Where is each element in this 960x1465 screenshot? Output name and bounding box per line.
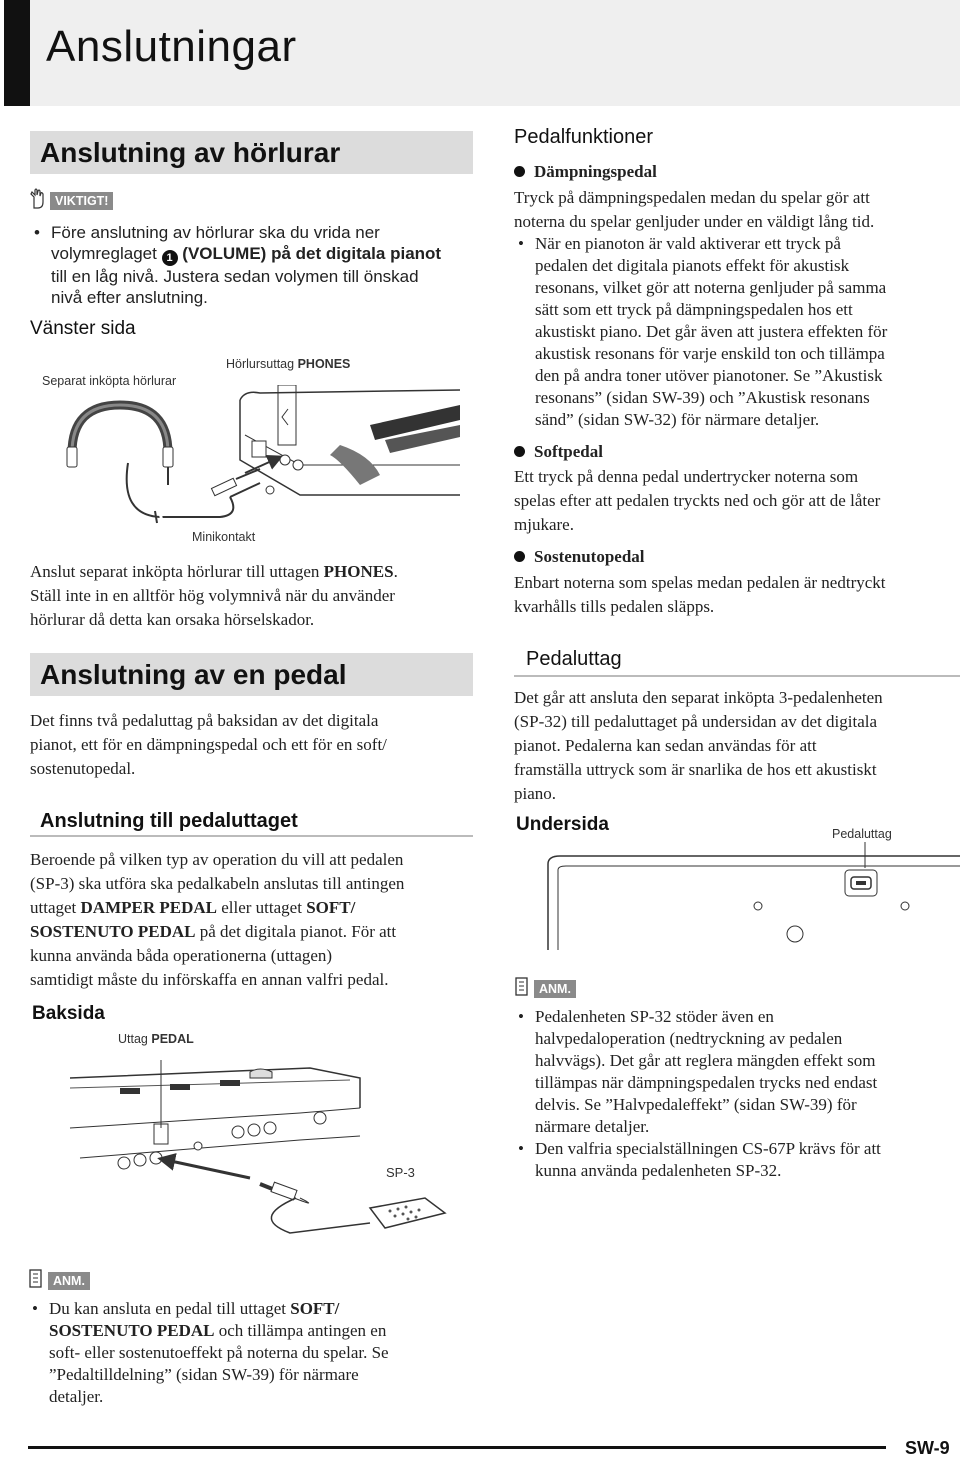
soft-body [514,465,960,537]
fig-label-phones-name: PHONES [297,357,351,371]
bottom-note-badge: ANM. [48,1272,90,1290]
fig-label-headphones: Separat inköpta hörlurar [42,374,177,388]
pedal-sub-line-1: Beroende på vilken typ av operation du vill att pedalen [30,850,404,869]
damper-line-1: Tryck på dämpningspedalen medan du spelar gör att [514,188,870,207]
pedal-subsection-title: Anslutning till pedaluttaget [30,810,473,837]
bullet-dot-icon [514,446,525,457]
pedal-subsection-body [30,848,475,992]
headphones-body-line-1: Anslut separat inköpta hörlurar till uttagen [30,562,320,581]
bullet-dot-icon [514,166,525,177]
important-line-4: nivå efter anslutning. [51,288,208,307]
bottom-note-line-4: ”Pedaltilldelning” (sidan SW-39) för närmare [49,1365,359,1384]
pedal-intro-line-1: Det finns två pedaluttag på baksidan av det digitala [30,711,379,730]
hand-pointer-icon [28,188,46,210]
page-title: Anslutningar [46,22,297,71]
pedal-sub-line-4: på det digitala pianot. För att [199,922,397,941]
underside-illustration [540,842,960,952]
pedal-intro-line-3: sostenutopedal. [30,759,136,778]
bullet-dot-icon [514,551,525,562]
note-icon [28,1268,44,1290]
header-bar [4,0,30,106]
pedal-sub-line-2: (SP-3) ska utföra ska pedalkabeln anslutas till antingen [30,874,405,893]
important-notice [28,188,113,210]
pedal-jack-line-4: framställa uttryck som är snarlika de hos ett akustiskt [514,760,877,779]
important-item [30,222,470,308]
headphones-body-period: . [393,562,398,581]
fig-label-underside-jack: Pedaluttag [832,827,892,841]
right-note-item-2 [514,1138,960,1182]
pedal-intro-line-2: pianot, ett för en dämpningspedal och ett för en soft/ [30,735,387,754]
note-icon [514,976,530,998]
pedal-jack-line-2: (SP-32) till pedaluttaget på undersidan av det digitala [514,712,878,731]
damper-line-2: noterna du spelar genljuder under en väldigt lång tid. [514,212,875,231]
right-note-1-line-6: närmare detaljer. [535,1117,650,1136]
pedal-sub-line-3a: uttaget [30,898,77,917]
damper-bullet-line-8: resonans” (sidan SW-39) och ”Akustisk resonans [535,388,870,407]
sostenuto-body [514,571,960,619]
back-side-label: Baksida [32,1003,105,1024]
right-note-2-line-1: Den valfria specialställningen CS-67P krävs för att [535,1139,881,1158]
pedal-jack-line-1: Det går att ansluta den separat inköpta 3-pedalenheten [514,688,883,707]
right-note-list [514,1006,960,1182]
headphones-body [30,560,470,632]
bottom-note-sostenuto: SOSTENUTO PEDAL [49,1321,215,1340]
damper-bullet-line-4: sätt som ett tryck på dämpningspedalen hos ett [535,300,853,319]
right-note-1-line-3: halvvägs). Det går att reglera mängden effekt som [535,1051,876,1070]
right-note-1-line-5: delvis. Se ”Halvpedaleffekt” (sidan SW-39) för [535,1095,857,1114]
left-side-label: Vänster sida [30,318,136,339]
damper-bullet-list [514,233,960,431]
right-note-badge: ANM. [534,980,576,998]
damper-bullet-line-3: resonans, vilket gör att noterna genljuder på samma [535,278,887,297]
headphones-body-line-3: hörlurar då detta kan orsaka hörselskador. [30,610,315,629]
damper-bullet-item [514,233,960,431]
sostenuto-title: Sostenutopedal [534,547,645,566]
bottom-note-list [28,1298,473,1408]
right-note-2-line-2: kunna använda pedalenheten SP-32. [535,1161,782,1180]
sostenuto-heading [514,547,645,567]
damper-title: Dämpningspedal [534,162,657,181]
pedal-sub-line-3b: eller uttaget [221,898,302,917]
headphones-body-phones: PHONES [323,562,394,581]
pedal-intro [30,709,470,781]
important-line-2: volymreglaget [51,244,157,263]
important-line-2b: (VOLUME) på det digitala pianot [182,244,442,263]
pedal-sub-soft: SOFT/ [306,898,356,917]
soft-line-3: mjukare. [514,515,574,534]
volume-marker-icon: 1 [162,250,178,266]
fig-label-phones-prefix: Hörlursuttag [226,357,295,371]
footer-rule [28,1446,886,1449]
bottom-note-line-5: detaljer. [49,1387,104,1406]
soft-line-2: spelas efter att pedalen tryckts ned och gör att de låter [514,491,881,510]
damper-bullet-line-2: pedalen det digitala pianots effekt för akustisk [535,256,850,275]
sostenuto-line-1: Enbart noterna som spelas medan pedalen är nedtryckt [514,573,886,592]
damper-body [514,186,960,234]
bottom-note-line-3: soft- eller sostenutoeffekt på noterna du spelar. Se [49,1343,389,1362]
pedal-title: Anslutning av en pedal [40,659,347,690]
headphone-illustration [40,385,460,530]
sostenuto-line-2: kvarhålls tills pedalen släpps. [514,597,715,616]
right-note-1-line-1: Pedalenheten SP-32 stöder även en [535,1007,774,1026]
soft-title: Softpedal [534,442,603,461]
important-line-3: till en låg nivå. Justera sedan volymen till önskad [51,267,419,286]
fig-label-sp3: SP-3 [386,1165,415,1180]
pedal-jack-title: Pedaluttag [514,648,960,677]
right-note-item-1 [514,1006,960,1138]
damper-bullet-line-7: den på andra toner utöver pianotoner. Se ”Akustisk [535,366,883,385]
right-note-1-line-2: halvpedaloperation (nedtryckning av pedalen [535,1029,843,1048]
right-note-1-line-4: tillämpas när dämpningspedalen trycks ned endast [535,1073,878,1092]
bottom-note-item [28,1298,473,1408]
pedal-jack-line-3: pianot. Pedalerna kan sedan användas för att [514,736,817,755]
soft-line-1: Ett tryck på denna pedal undertrycker noterna som [514,467,859,486]
underside-label: Undersida [516,814,609,835]
damper-heading [514,162,657,182]
headphones-title: Anslutning av hörlurar [40,137,341,168]
pedal-back-illustration [60,1048,460,1238]
pedal-sub-sostenuto: SOSTENUTO PEDAL [30,922,196,941]
pedal-sub-damper: DAMPER PEDAL [80,898,217,917]
headphones-body-line-2: Ställ inte in en alltför hög volymnivå när du använder [30,586,395,605]
important-badge: VIKTIGT! [50,192,113,210]
damper-bullet-line-9: sänd” (sidan SW-32) för närmare detaljer. [535,410,820,429]
damper-bullet-line-6: akustisk resonans för varje enskild ton och tillämpa [535,344,885,363]
fig-label-pedal-prefix: Uttag [118,1032,148,1046]
soft-heading [514,442,603,462]
bottom-note-line-1: Du kan ansluta en pedal till uttaget [49,1299,286,1318]
bottom-note-header [28,1268,90,1290]
fig-label-phones-jack [226,357,350,371]
important-list [30,222,470,308]
bottom-note-soft: SOFT/ [290,1299,340,1318]
page-number: SW-9 [905,1438,950,1458]
damper-bullet-line-5: akustiskt piano. Det går även att justera effekten för [535,322,888,341]
fig-label-pedal-name: PEDAL [151,1032,194,1046]
pedal-jack-line-5: piano. [514,784,557,803]
fig-label-pedal-jack [118,1032,194,1046]
fig-label-minijack: Minikontakt [192,530,256,544]
important-line-1: Före anslutning av hörlurar ska du vrida ner [51,223,380,242]
pedal-jack-body [514,686,960,806]
pedal-sub-line-5: kunna använda båda operationerna (uttagen) [30,946,333,965]
bottom-note-line-2: och tillämpa antingen en [218,1321,387,1340]
pedal-sub-line-6: samtidigt måste du införskaffa en annan valfri pedal. [30,970,389,989]
damper-bullet-line-1: När en pianoton är vald aktiverar ett tryck på [535,234,841,253]
pedal-functions-title: Pedalfunktioner [514,126,653,148]
right-note-header [514,976,576,998]
